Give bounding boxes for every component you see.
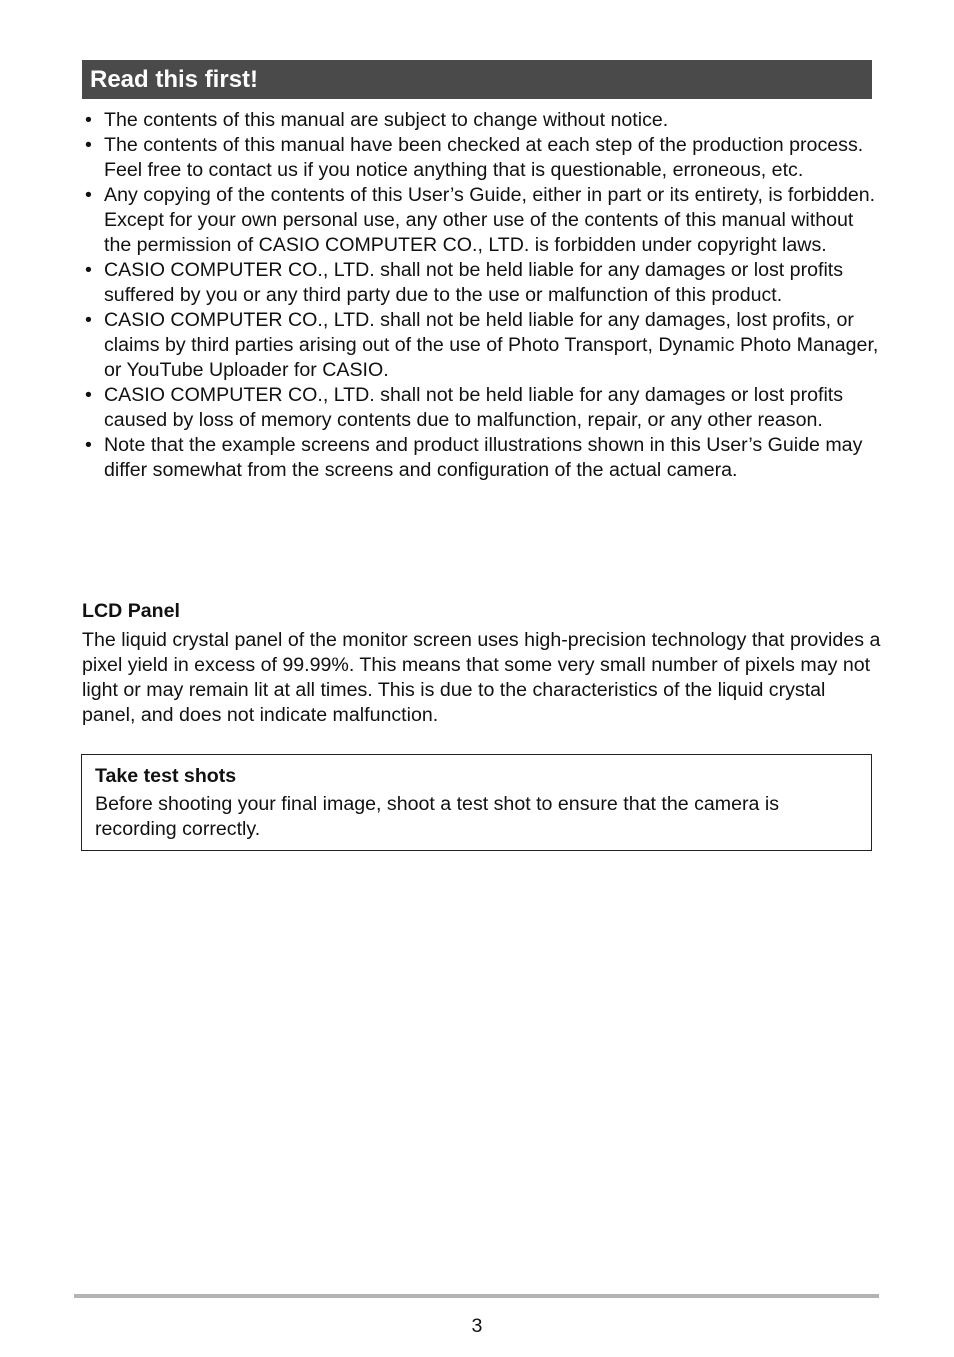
page-title: Read this first!: [90, 66, 259, 93]
list-item-text: Any copying of the contents of this User’s Guide, either in part or its entirety, is forbidden. Except for your own personal use, any other use of the contents of this manual without the permission of CASIO COMPUTER CO., LTD. is forbidden under copyright laws.: [104, 184, 876, 256]
bullet-icon: •: [85, 309, 92, 331]
bullet-icon: •: [85, 134, 92, 156]
list-item-text: CASIO COMPUTER CO., LTD. shall not be held liable for any damages or lost profits suffered by you or any third party due to the use or malfunction of this product.: [104, 259, 844, 306]
list-item-text: The contents of this manual are subject to change without notice.: [104, 109, 669, 131]
list-item: [82, 108, 882, 133]
test-shots-note-box: [81, 754, 872, 851]
list-item: [82, 383, 882, 433]
bullet-icon: •: [85, 434, 92, 456]
list-item: [82, 433, 882, 483]
page-number: 3: [471, 1315, 483, 1337]
bullet-icon: •: [85, 184, 92, 206]
list-item-text: CASIO COMPUTER CO., LTD. shall not be held liable for any damages, lost profits, or claims by third parties arising out of the use of Photo Transport, Dynamic Photo Manager, or YouTube Uploader for CASIO.: [104, 309, 879, 381]
list-item-text: The contents of this manual have been checked at each step of the production process. Feel free to contact us if you notice anything that is questionable, erroneous, etc.: [104, 134, 864, 181]
bullet-icon: •: [85, 109, 92, 131]
notice-list: [82, 108, 882, 483]
section-title-bar: [82, 60, 872, 99]
footer-divider: [74, 1294, 879, 1298]
list-item-text: CASIO COMPUTER CO., LTD. shall not be held liable for any damages or lost profits caused by loss of memory contents due to malfunction, repair, or any other reason.: [104, 384, 844, 431]
lcd-panel-heading: LCD Panel: [82, 600, 180, 622]
bullet-icon: •: [85, 259, 92, 281]
list-item: [82, 258, 882, 308]
lcd-panel-paragraph: The liquid crystal panel of the monitor screen uses high-precision technology that provides a pixel yield in excess of 99.99%. This means that some very small number of pixels may not light or may remain lit at all times. This is due to the characteristics of the liquid crystal panel, and does not indicate malfunction.: [82, 629, 881, 726]
list-item: [82, 183, 882, 258]
test-shots-paragraph: Before shooting your final image, shoot a test shot to ensure that the camera is recording correctly.: [95, 793, 779, 840]
bullet-icon: •: [85, 384, 92, 406]
list-item: [82, 308, 882, 383]
list-item: [82, 133, 882, 183]
list-item-text: Note that the example screens and product illustrations shown in this User’s Guide may differ somewhat from the screens and configuration of the actual camera.: [104, 434, 863, 481]
test-shots-heading: Take test shots: [95, 765, 237, 787]
